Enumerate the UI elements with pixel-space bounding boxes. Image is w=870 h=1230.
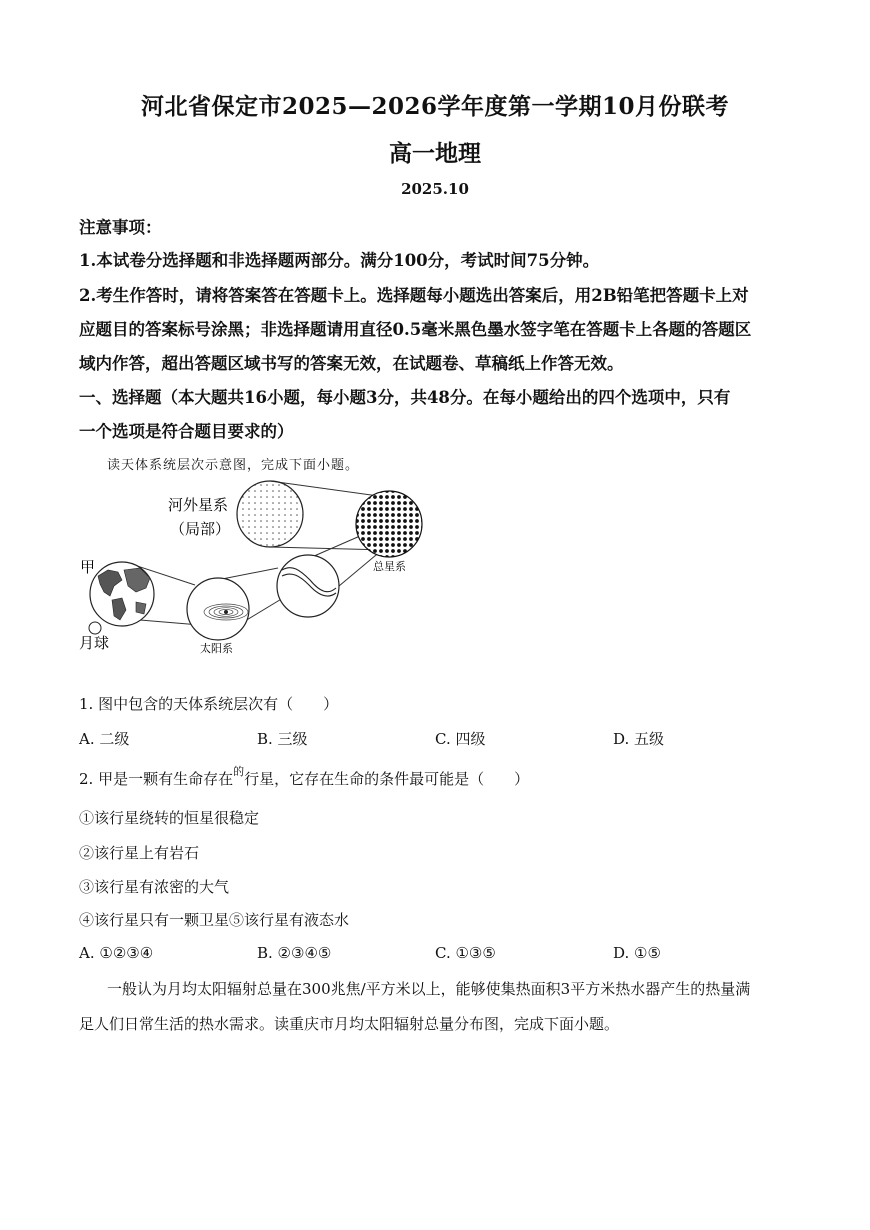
notice-heading: 注意事项： (79, 218, 162, 237)
passage-line-1: 一般认为月均太阳辐射总量在300兆焦/平方米以上，能够使集热面积3平方米热水器产生的热量满 (107, 980, 751, 998)
q2-option-a[interactable]: A. ①②③④ (79, 944, 154, 962)
exam-date: 2025.10 (401, 180, 469, 198)
total-galaxy-dots (356, 491, 422, 557)
q1-option-b[interactable]: B. 三级 (257, 730, 308, 748)
q2-statement-2: ②该行星上有岩石 (79, 844, 200, 862)
section-heading-line-1: 一、选择题（本大题共16小题，每小题3分，共48分。在每小题给出的四个选项中，只有 (79, 388, 731, 407)
question-1-stem: 1. 图中包含的天体系统层次有（ ） (79, 695, 339, 713)
celestial-hierarchy-diagram (0, 470, 870, 670)
q2-statement-3: ③该行星有浓密的大气 (79, 878, 230, 896)
q2-option-d[interactable]: D. ①⑤ (613, 944, 661, 962)
q1-option-c[interactable]: C. 四级 (435, 730, 486, 748)
question-2-stem (79, 765, 530, 789)
question-2-stem-superscript: 的 (233, 765, 245, 778)
connector-line (217, 568, 278, 580)
question-2-stem-part: 2. 甲是一颗有生命存在 (79, 770, 234, 788)
extragalactic-galaxy-circle (237, 481, 303, 547)
figure-intro: 读天体系统层次示意图，完成下面小题。 (107, 458, 360, 473)
continent-shape (136, 602, 146, 614)
exam-title: 河北省保定市2025—2026学年度第一学期10月份联考 (140, 93, 730, 120)
notice-item-2-line-1: 2.考生作答时，请将答案答在答题卡上。选择题每小题选出答案后，用2B铅笔把答题卡上对 (79, 286, 749, 305)
q2-option-b[interactable]: B. ②③④⑤ (257, 944, 332, 962)
moon-icon (89, 622, 101, 634)
notice-item-1: 1.本试卷分选择题和非选择题两部分。满分100分，考试时间75分钟。 (79, 251, 600, 270)
solar-system-label: 太阳系 (200, 642, 233, 655)
moon-label: 月球 (79, 634, 110, 652)
q2-option-c[interactable]: C. ①③⑤ (435, 944, 496, 962)
q1-option-a[interactable]: A. 二级 (79, 730, 130, 748)
total-galaxy-label: 总星系 (373, 560, 406, 573)
question-2-stem-part: 行星，它存在生命的条件最可能是（ ） (244, 770, 530, 788)
notice-item-2-line-2: 应题目的答案标号涂黑；非选择题请用直径0.5毫米黑色墨水签字笔在答题卡上各题的答题区 (79, 320, 752, 339)
q2-statement-4-5: ④该行星只有一颗卫星⑤该行星有液态水 (79, 911, 350, 929)
section-heading-line-2: 一个选项是符合题目要求的） (79, 422, 294, 441)
milky-way-circle (277, 555, 339, 617)
jia-label: 甲 (80, 558, 96, 576)
galaxy-outer-sublabel: （局部） (170, 520, 231, 538)
exam-subject: 高一地理 (389, 140, 481, 167)
q2-statement-1: ①该行星绕转的恒星很稳定 (79, 809, 260, 827)
passage-line-2: 足人们日常生活的热水需求。读重庆市月均太阳辐射总量分布图，完成下面小题。 (79, 1015, 620, 1033)
notice-item-2-line-3: 域内作答，超出答题区域书写的答案无效，在试题卷、草稿纸上作答无效。 (79, 354, 624, 373)
q1-option-d[interactable]: D. 五级 (613, 730, 665, 748)
galaxy-outer-label: 河外星系 (168, 496, 229, 514)
sun-icon (224, 610, 228, 614)
